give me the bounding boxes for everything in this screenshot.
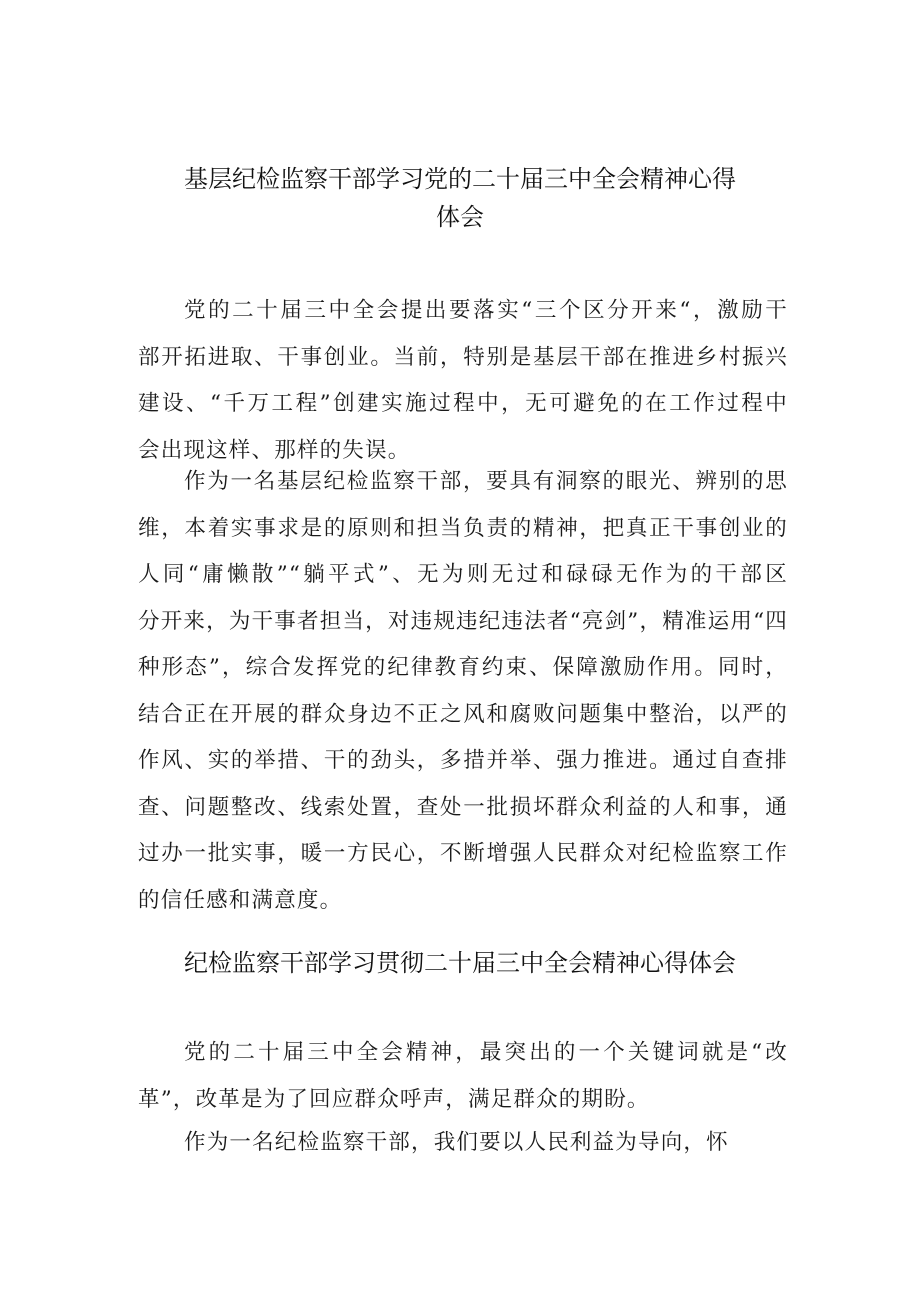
text-line: 查、问题整改、线索处置，查处一批损坏群众利益的人和事，通 [138,794,788,820]
article-2-paragraph-1 [138,1030,788,1123]
article-1-paragraph-2 [138,459,788,924]
article-1-title [0,160,920,236]
text-line: 人同“庸懒散”“躺平式”、无为则无过和碌碌无作为的干部区 [138,562,788,587]
text-line: 结合正在开展的群众身边不正之风和腐败问题集中整治，以严的 [138,701,788,727]
text-line: 过办一批实事，暖一方民心，不断增强人民群众对纪检监察工作 [138,841,788,866]
article-2-paragraph-2 [138,1120,788,1167]
text-line: 革”，改革是为了回应群众呼声，满足群众的期盼。 [138,1086,650,1112]
text-line: 部开拓进取、干事创业。当前，特别是基层干部在推进乡村振兴 [138,344,788,370]
text-line: 作风、实的举措、干的劲头，多措并举、强力推进。通过自查排 [138,748,788,773]
text-line: 党的二十届三中全会精神，最突出的一个关键词就是“改 [184,1040,788,1065]
title-line: 纪检监察干部学习贯彻二十届三中全会精神心得体会 [184,949,736,977]
text-line: 党的二十届三中全会提出要落实“三个区分开来“，激励干 [184,298,788,323]
article-1-paragraph-1 [138,288,788,474]
title-line: 基层纪检监察干部学习党的二十届三中全会精神心得 [184,165,736,193]
text-line: 分开来，为干事者担当，对违规违纪违法者“亮剑”，精准运用“四 [138,608,788,634]
text-line: 维，本着实事求是的原则和担当负责的精神，把真正干事创业的 [138,515,788,541]
article-2-title [0,944,920,982]
text-line: 作为一名纪检监察干部，我们要以人民利益为导向，怀 [184,1130,729,1155]
text-line: 作为一名基层纪检监察干部，要具有洞察的眼光、辨别的思 [184,469,788,494]
title-line: 体会 [436,203,484,231]
text-line: 种形态”，综合发挥党的纪律教育约束、保障激励作用。同时， [138,655,788,680]
text-line: 会出现这样、那样的失误。 [138,437,411,463]
text-line: 建设、“千万工程”创建实施过程中，无可避免的在工作过程中 [138,391,788,416]
text-line: 的信任感和满意度。 [138,887,343,913]
